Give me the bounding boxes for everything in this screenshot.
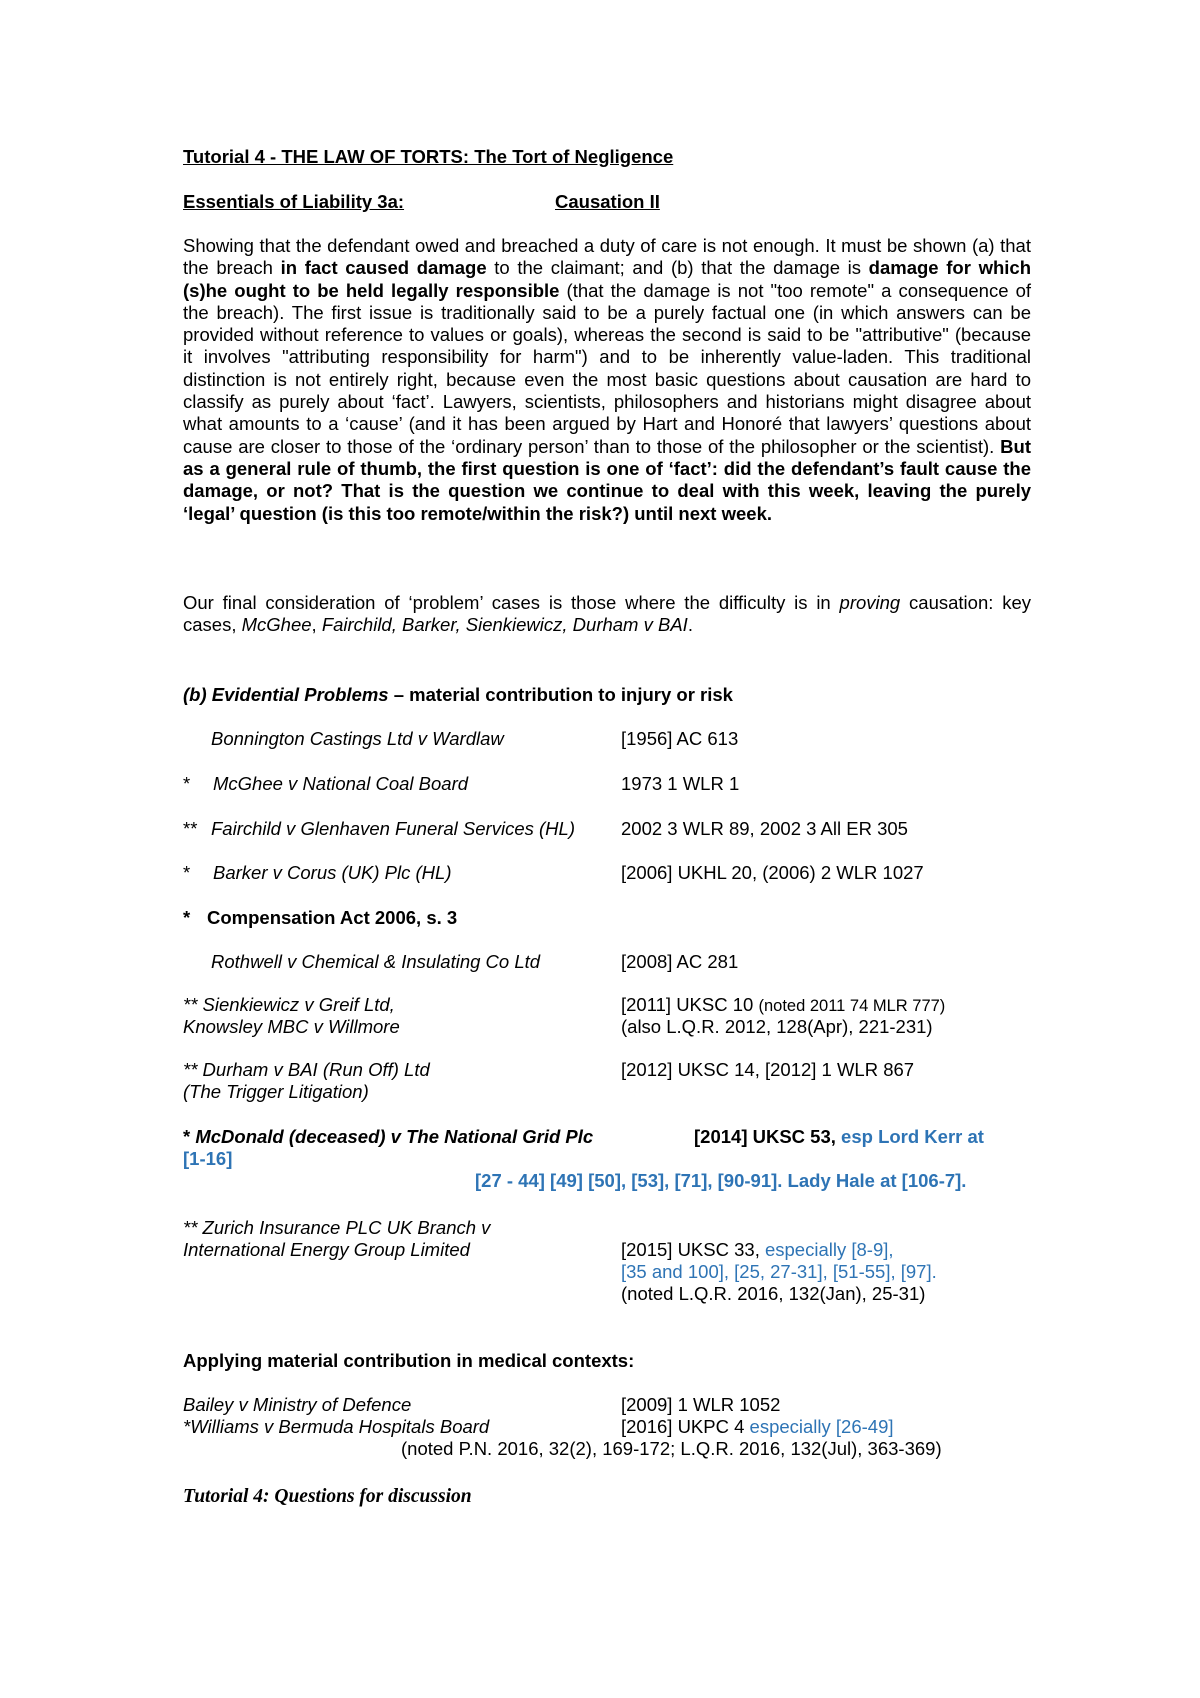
case-name: ** Zurich Insurance PLC UK Branch v: [183, 1217, 491, 1238]
case-citation: [2011] UKSC 10 (noted 2011 74 MLR 777): [621, 994, 946, 1015]
final_para-run: Fairchild, Barker, Sienkiewicz, Durham v BAI: [321, 614, 688, 636]
mcdonald-paragraphs: [1-16]: [183, 1148, 233, 1169]
final_para-run: causation: key cases,: [183, 592, 1031, 636]
case-citation: [2016] UKPC 4 especially [26-49]: [621, 1416, 894, 1437]
mcdonald-citation: [2014] UKSC 53, esp Lord Kerr at: [694, 1126, 984, 1147]
case-note: (also L.Q.R. 2012, 128(Apr), 221-231): [621, 1016, 933, 1037]
section-heading-topic: Causation II: [555, 191, 660, 212]
case-row: Bonnington Castings Ltd v Wardlaw: [211, 728, 504, 749]
case-citation: [2009] 1 WLR 1052: [621, 1394, 781, 1415]
page-title: Tutorial 4 - THE LAW OF TORTS: The Tort of Negligence: [183, 146, 674, 167]
case-name: Knowsley MBC v Willmore: [183, 1016, 400, 1037]
intro-run: damage for which (s)he ought to be held legally responsible: [183, 257, 1031, 301]
case-row: ** Fairchild v Glenhaven Funeral Services (HL): [183, 818, 575, 839]
final_para-run: ,: [311, 614, 322, 636]
mcdonald-case: * McDonald (deceased) v The National Grid Plc: [183, 1126, 594, 1147]
case-name: (The Trigger Litigation): [183, 1081, 369, 1102]
intro-run: Showing that the defendant owed and breached a duty of care is not enough. It must be shown (a) that the breach: [183, 235, 1031, 279]
case-citation: [2015] UKSC 33, especially [8-9],: [621, 1239, 894, 1260]
case-name: ** Durham v BAI (Run Off) Ltd: [183, 1059, 430, 1080]
intro-run: to the claimant; and (b) that the damage is: [486, 257, 869, 279]
case-citation: [2012] UKSC 14, [2012] 1 WLR 867: [621, 1059, 915, 1080]
case-row: * McGhee v National Coal Board: [183, 773, 469, 794]
case-note: (noted P.N. 2016, 32(2), 169-172; L.Q.R. 2016, 132(Jul), 363-369): [401, 1438, 942, 1459]
final-consideration-paragraph: [183, 592, 1031, 637]
case-citation: [1956] AC 613: [621, 728, 739, 749]
case-note: (noted L.Q.R. 2016, 132(Jan), 25-31): [621, 1283, 926, 1304]
case-name: *Williams v Bermuda Hospitals Board: [183, 1416, 490, 1437]
evidential-problems-heading: (b) Evidential Problems – material contribution to injury or risk: [183, 684, 733, 705]
case-citation: 1973 1 WLR 1: [621, 773, 740, 794]
medical-heading: Applying material contribution in medical contexts:: [183, 1350, 635, 1371]
intro-paragraph: [183, 235, 1031, 525]
intro-run: But as a general rule of thumb, the first question is one of ‘fact’: did the defendant’s fault cause the damage, or not? That is the question we continue to deal with this week, leaving the purely ‘legal’ question (is this too remote/within the risk?) until next week.: [183, 435, 1031, 524]
case-name: ** Sienkiewicz v Greif Ltd,: [183, 994, 395, 1015]
questions-heading: Tutorial 4: Questions for discussion: [183, 1486, 472, 1507]
final_para-run: .: [687, 614, 693, 636]
case-citation: [2006] UKHL 20, (2006) 2 WLR 1027: [621, 862, 924, 883]
final_para-run: McGhee: [241, 614, 312, 636]
case-name: International Energy Group Limited: [183, 1239, 470, 1260]
statute-row: * Compensation Act 2006, s. 3: [183, 907, 458, 928]
case-citation: 2002 3 WLR 89, 2002 3 All ER 305: [621, 818, 908, 839]
case-name: Bailey v Ministry of Defence: [183, 1394, 412, 1415]
case-paragraphs: [35 and 100], [25, 27-31], [51-55], [97].: [621, 1261, 937, 1282]
section-heading: Essentials of Liability 3a:: [183, 191, 405, 212]
intro-run: (that the damage is not "too remote" a consequence of the breach). The first issue is traditionally said to be a purely factual one (in which answers can be provided without reference to values or goals), whereas the second is said to be "attributive" (because it involves "attributing responsibility for harm") and to be inherently value-laden. This traditional distinction is not entirely right, because even the most basic questions about causation are hard to classify as purely about ‘fact’. Lawyers, scientists, philosophers and historians might disagree about what amounts to a ‘cause’ (and it has been argued by Hart and Honoré that lawyers’ questions about cause are closer to those of the ‘ordinary person’ than to those of the philosopher or the scientist).: [183, 279, 1032, 457]
final_para-run: proving: [839, 592, 901, 613]
mcdonald-paragraphs-more: [27 - 44] [49] [50], [53], [71], [90-91]. Lady Hale at [106-7].: [475, 1170, 967, 1191]
case-name: Rothwell v Chemical & Insulating Co Ltd: [211, 951, 541, 972]
case-citation: [2008] AC 281: [621, 951, 739, 972]
intro-run: in fact caused damage: [280, 257, 487, 279]
final_para-run: Our final consideration of ‘problem’ cases is those where the difficulty is in: [183, 592, 840, 613]
case-row: * Barker v Corus (UK) Plc (HL): [183, 862, 452, 883]
